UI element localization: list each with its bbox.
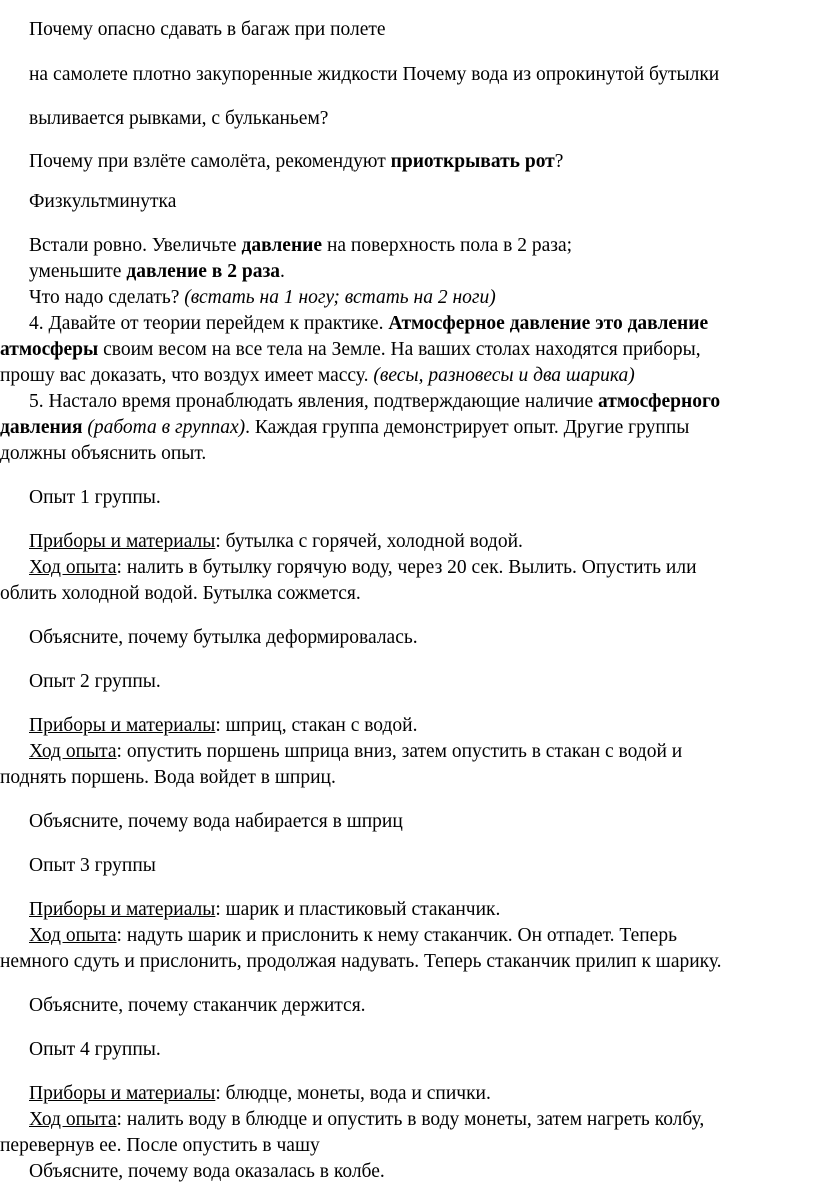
text: налить воду в блюдце и опустить в воду монеты, затем нагреть колбу, <box>121 1109 705 1130</box>
materials-label: Приборы и материалы <box>29 899 216 920</box>
bold-text: атмосферы <box>0 339 99 360</box>
exp4-title <box>0 1038 816 1062</box>
text: своим весом на все тела на Земле. На ваших столах находятся приборы, <box>98 339 701 360</box>
text: прошу вас доказать, что воздух имеет массу. <box>0 365 374 386</box>
colon: : <box>116 925 122 946</box>
exp2-procedure-2 <box>0 766 816 790</box>
section5-line-1 <box>0 390 816 414</box>
italic-text: (весы, разновесы и два шарика) <box>373 365 635 386</box>
exp2-title <box>0 670 816 694</box>
text: уменьшите <box>29 261 127 282</box>
heading: Опыт 4 группы. <box>29 1039 161 1060</box>
text: 5. Настало время пронаблюдать явления, подтверждающие наличие <box>29 391 599 412</box>
exp3-procedure-2 <box>0 950 816 974</box>
text: налить в бутылку горячую воду, через 20 сек. Вылить. Опустить или <box>121 557 697 578</box>
text: выливается рывками, с бульканьем? <box>29 108 329 129</box>
text: перевернув ее. После опустить в чашу <box>0 1135 320 1156</box>
exp3-materials <box>0 898 816 922</box>
procedure-label: Ход опыта <box>29 1109 117 1130</box>
section4-line-2 <box>0 338 816 362</box>
text: Объясните, почему вода набирается в шприц <box>29 811 403 832</box>
heading: Физкультминутка <box>29 191 177 212</box>
text: надуть шарик и прислонить к нему стаканчик. Он отпадет. Теперь <box>121 925 677 946</box>
colon: : <box>116 741 122 762</box>
materials-label: Приборы и материалы <box>29 715 216 736</box>
section4-line-1 <box>0 312 816 336</box>
bold-text: давления <box>0 417 83 438</box>
text: бутылка с горячей, холодной водой. <box>220 531 523 552</box>
text: немного сдуть и прислонить, продолжая надувать. Теперь стаканчик прилип к шарику. <box>0 951 722 972</box>
exp2-procedure-1 <box>0 740 816 764</box>
text: Объясните, почему стаканчик держится. <box>29 995 366 1016</box>
bold-text: давление <box>241 235 323 256</box>
text: опустить поршень шприца вниз, затем опустить в стакан с водой и <box>121 741 683 762</box>
intro-question-1 <box>0 18 816 42</box>
exp4-materials <box>0 1082 816 1106</box>
heading: Опыт 2 группы. <box>29 671 161 692</box>
exp1-materials <box>0 530 816 554</box>
colon: : <box>215 715 221 736</box>
section4-line-3 <box>0 364 816 388</box>
materials-label: Приборы и материалы <box>29 1083 216 1104</box>
intro-question-3 <box>0 107 816 131</box>
text: Объясните, почему бутылка деформировалась. <box>29 627 418 648</box>
exp1-explain <box>0 626 816 650</box>
text: должны объяснить опыт. <box>0 443 207 464</box>
colon: : <box>116 557 122 578</box>
bold-text: приоткрывать рот <box>390 151 555 172</box>
text: поднять поршень. Вода войдет в шприц. <box>0 767 336 788</box>
section5-line-2 <box>0 416 816 440</box>
materials-label: Приборы и материалы <box>29 531 216 552</box>
colon: : <box>116 1109 122 1130</box>
exp2-materials <box>0 714 816 738</box>
italic-text: (работа в группах) <box>82 417 246 438</box>
text: ? <box>554 151 564 172</box>
heading: Опыт 1 группы. <box>29 487 161 508</box>
exp2-explain <box>0 810 816 834</box>
text: 4. Давайте от теории перейдем к практике. <box>29 313 389 334</box>
heading: Опыт 3 группы <box>29 855 156 876</box>
exp1-procedure-1 <box>0 556 816 580</box>
exp3-procedure-1 <box>0 924 816 948</box>
italic-text: (встать на 1 ногу; встать на 2 ноги) <box>184 287 496 308</box>
exp3-title <box>0 854 816 878</box>
intro-question-2 <box>0 63 816 87</box>
fizminutka-line-1 <box>0 234 816 258</box>
text: на самолете плотно закупоренные жидкости Почему вода из опрокинутой бутылки <box>29 64 720 85</box>
text: блюдце, монеты, вода и спички. <box>220 1083 491 1104</box>
text: Почему при взлёте самолёта, рекомендуют <box>29 151 391 172</box>
section5-line-3 <box>0 442 816 466</box>
exp1-title <box>0 486 816 510</box>
fizminutka-title <box>0 190 816 214</box>
text: . Каждая группа демонстрирует опыт. Другие группы <box>245 417 690 438</box>
text: Что надо сделать? <box>29 287 185 308</box>
bold-text: Атмосферное давление это давление <box>388 313 709 334</box>
exp4-procedure-2 <box>0 1134 816 1158</box>
text: . <box>280 261 285 282</box>
colon: : <box>215 899 221 920</box>
bold-text: давление в 2 раза <box>126 261 281 282</box>
exp1-procedure-2 <box>0 582 816 606</box>
text: шприц, стакан с водой. <box>220 715 418 736</box>
exp4-explain <box>0 1160 816 1184</box>
bold-text: атмосферного <box>598 391 721 412</box>
procedure-label: Ход опыта <box>29 557 117 578</box>
text: Объясните, почему вода оказалась в колбе. <box>29 1161 385 1182</box>
text: на поверхность пола в 2 раза; <box>322 235 573 256</box>
colon: : <box>215 531 221 552</box>
fizminutka-line-2 <box>0 260 816 284</box>
text: облить холодной водой. Бутылка сожмется. <box>0 583 361 604</box>
text: Почему опасно сдавать в багаж при полете <box>29 19 386 40</box>
intro-question-4 <box>0 150 816 174</box>
exp4-procedure-1 <box>0 1108 816 1132</box>
procedure-label: Ход опыта <box>29 925 117 946</box>
exp3-explain <box>0 994 816 1018</box>
procedure-label: Ход опыта <box>29 741 117 762</box>
colon: : <box>215 1083 221 1104</box>
fizminutka-line-3 <box>0 286 816 310</box>
text: Встали ровно. Увеличьте <box>29 235 242 256</box>
text: шарик и пластиковый стаканчик. <box>220 899 501 920</box>
